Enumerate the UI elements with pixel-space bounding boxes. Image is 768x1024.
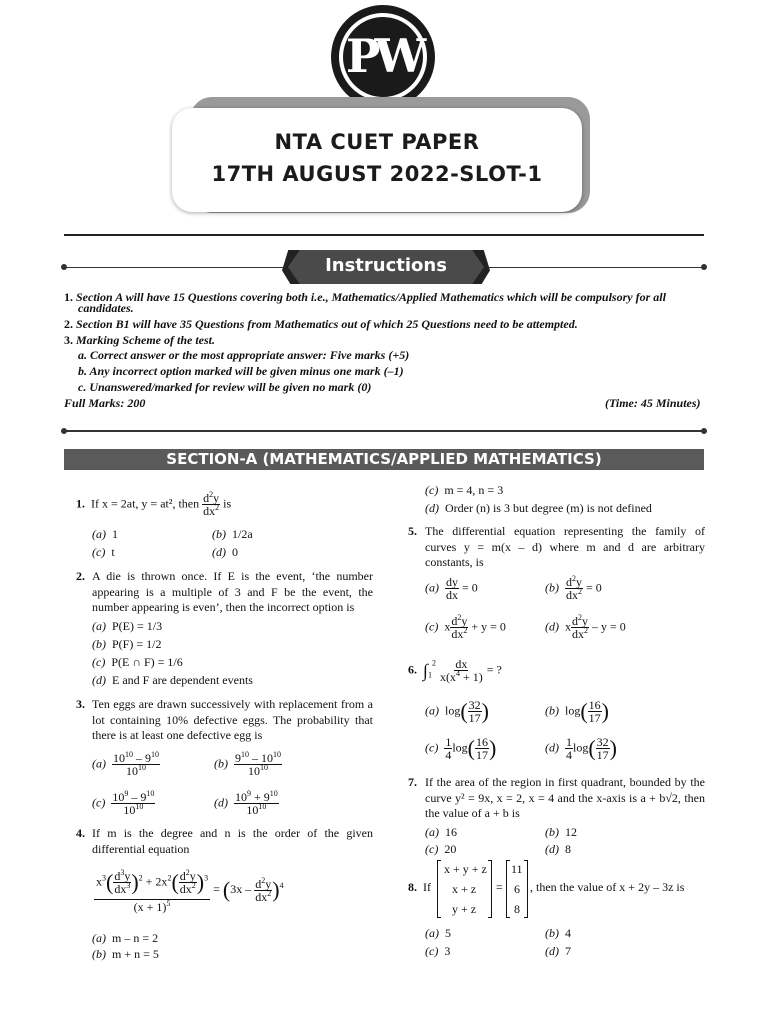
q7-option-d: (d) 8 xyxy=(545,842,571,856)
time-limit: (Time: 45 Minutes) xyxy=(605,396,701,410)
q2-option-d: (d) E and F are dependent events xyxy=(92,673,253,687)
question-3-number: 3. xyxy=(76,697,85,711)
q5-option-a: (a) $\frac{dy}{dx}$ = 0 xyxy=(425,575,478,602)
question-3: Ten eggs are drawn successively with replacement from a lot containing 10% defective eggs. The probability that there is at least one defective egg is xyxy=(92,697,373,742)
logo-letters: PW xyxy=(345,29,421,83)
rule-dot xyxy=(701,428,707,434)
instruction-3: 3. Marking Scheme of the test. xyxy=(64,333,216,347)
q8-option-c: (c) 3 xyxy=(425,944,451,958)
q5-option-b: (b) $\frac{d^2y}{dx^2}$ = 0 xyxy=(545,574,602,602)
question-4-number: 4. xyxy=(76,826,85,840)
instruction-1-cont: candidates. xyxy=(78,301,134,315)
q7-option-b: (b) 12 xyxy=(545,825,577,839)
q5-option-d: (d) x $\frac{d^2y}{dx^2}$ – y = 0 xyxy=(545,613,626,641)
full-marks: Full Marks: 200 xyxy=(64,396,146,410)
section-a-header: SECTION-A (MATHEMATICS/APPLIED MATHEMATICS) xyxy=(64,449,704,470)
divider xyxy=(64,430,704,432)
instruction-2: 2. Section B1 will have 35 Questions from Mathematics out of which 25 Questions need to be attempted. xyxy=(64,317,578,331)
q8-option-a: (a) 5 xyxy=(425,926,451,940)
q3-option-a: (a) $\frac{10^{10} - 9^{10}}{10^{10}}$ xyxy=(92,750,159,778)
q1-option-c: (c) t xyxy=(92,545,115,559)
q2-option-a: (a) P(E) = 1/3 xyxy=(92,619,163,633)
q8-matrix-right: 11 6 8 xyxy=(506,860,528,918)
q3-option-b: (b) $\frac{9^{10} - 10^{10}}{10^{10}}$ xyxy=(214,750,281,778)
question-6: 6. $\int_1^2$ $\frac{dx}{x(x^4 + 1)}$ = ? xyxy=(408,657,502,684)
rule-dot xyxy=(701,264,707,270)
question-7: If the area of the region in first quadrant, bounded by the curve y² = 9x, x = 2, x = 4 and the x-axis is a + b√2, then the value of a + b is xyxy=(425,775,705,820)
instruction-3a: a. Correct answer or the most appropriate answer: Five marks (+5) xyxy=(78,348,410,362)
q6-option-c: (c) $\frac{1}{4}$ log( $\frac{16}{17}$ ) xyxy=(425,735,497,762)
q3-option-d: (d) $\frac{10^9 + 9^{10}}{10^{10}}$ xyxy=(214,789,278,817)
equals-sign: = xyxy=(496,880,503,894)
q4-equation: $x^3$( $\frac{d^3y}{dx^3}$ )$^2 + 2x^2$( $\frac{d^2y}{dx^2}$ )$^3$ $(x + 1)^5$ = (3x – $\frac{d^2y}{dx^2}$ )$^4$ xyxy=(96,868,284,914)
q8-option-b: (b) 4 xyxy=(545,926,571,940)
q3-option-c: (c) $\frac{10^9 - 9^{10}}{10^{10}}$ xyxy=(92,789,155,817)
q4-option-c: (c) m = 4, n = 3 xyxy=(425,483,504,497)
title-box xyxy=(172,108,582,212)
question-4: If m is the degree and n is the order of the given differential equation xyxy=(92,826,373,856)
instruction-1: 1. Section A will have 15 Questions covering both i.e., Mathematics/Applied Mathematics which will be compulsory for all xyxy=(64,290,666,304)
question-5: The differential equation representing the family of curves y = m(x – d) where m and d are arbitrary constants, is xyxy=(425,524,705,569)
title-line-1: NTA CUET PAPER xyxy=(274,130,480,154)
instruction-3b: b. Any incorrect option marked will be given minus one mark (–1) xyxy=(78,364,404,378)
q4-option-a: (a) m – n = 2 xyxy=(92,931,159,945)
q4-option-b: (b) m + n = 5 xyxy=(92,947,159,961)
q1-option-d: (d) 0 xyxy=(212,545,238,559)
q7-option-a: (a) 16 xyxy=(425,825,457,839)
q8-option-d: (d) 7 xyxy=(545,944,571,958)
question-2: A die is thrown once. If E is the event, ‘the number appearing is a multiple of 3 and F be the event, the number appearing is even’, then the incorrect option is xyxy=(92,569,373,614)
rule-dot xyxy=(61,264,67,270)
q2-option-c: (c) P(E ∩ F) = 1/6 xyxy=(92,655,183,669)
q5-option-c: (c) x $\frac{d^2y}{dx^2}$ + y = 0 xyxy=(425,613,506,641)
rule-dot xyxy=(61,428,67,434)
q7-option-c: (c) 20 xyxy=(425,842,457,856)
question-2-number: 2. xyxy=(76,569,85,583)
divider xyxy=(64,234,704,236)
q1-option-a: (a) 1 xyxy=(92,527,118,541)
instruction-3c: c. Unanswered/marked for review will be given no mark (0) xyxy=(78,380,372,394)
q6-option-a: (a) log( $\frac{32}{17}$ ) xyxy=(425,698,489,725)
pw-logo xyxy=(331,5,435,109)
question-5-number: 5. xyxy=(408,524,417,538)
q6-option-b: (b) log( $\frac{16}{17}$ ) xyxy=(545,698,609,725)
q8-matrix-left: x + y + z x + z y + z xyxy=(437,860,492,918)
title-line-2: 17TH AUGUST 2022-SLOT-1 xyxy=(211,162,543,186)
question-8-number: 8. If xyxy=(408,880,431,894)
instructions-heading: Instructions xyxy=(325,255,447,276)
q4-option-d: (d) Order (n) is 3 but degree (m) is not defined xyxy=(425,501,652,515)
q1-option-b: (b) 1/2a xyxy=(212,527,253,541)
question-1: 1. If x = 2at, y = at², then $\frac{d^2y}{dx^2}$ is xyxy=(76,490,232,518)
question-8-tail: , then the value of x + 2y – 3z is xyxy=(530,880,685,894)
q6-option-d: (d) $\frac{1}{4}$ log( $\frac{32}{17}$ ) xyxy=(545,735,617,762)
question-7-number: 7. xyxy=(408,775,417,789)
q2-option-b: (b) P(F) = 1/2 xyxy=(92,637,162,651)
